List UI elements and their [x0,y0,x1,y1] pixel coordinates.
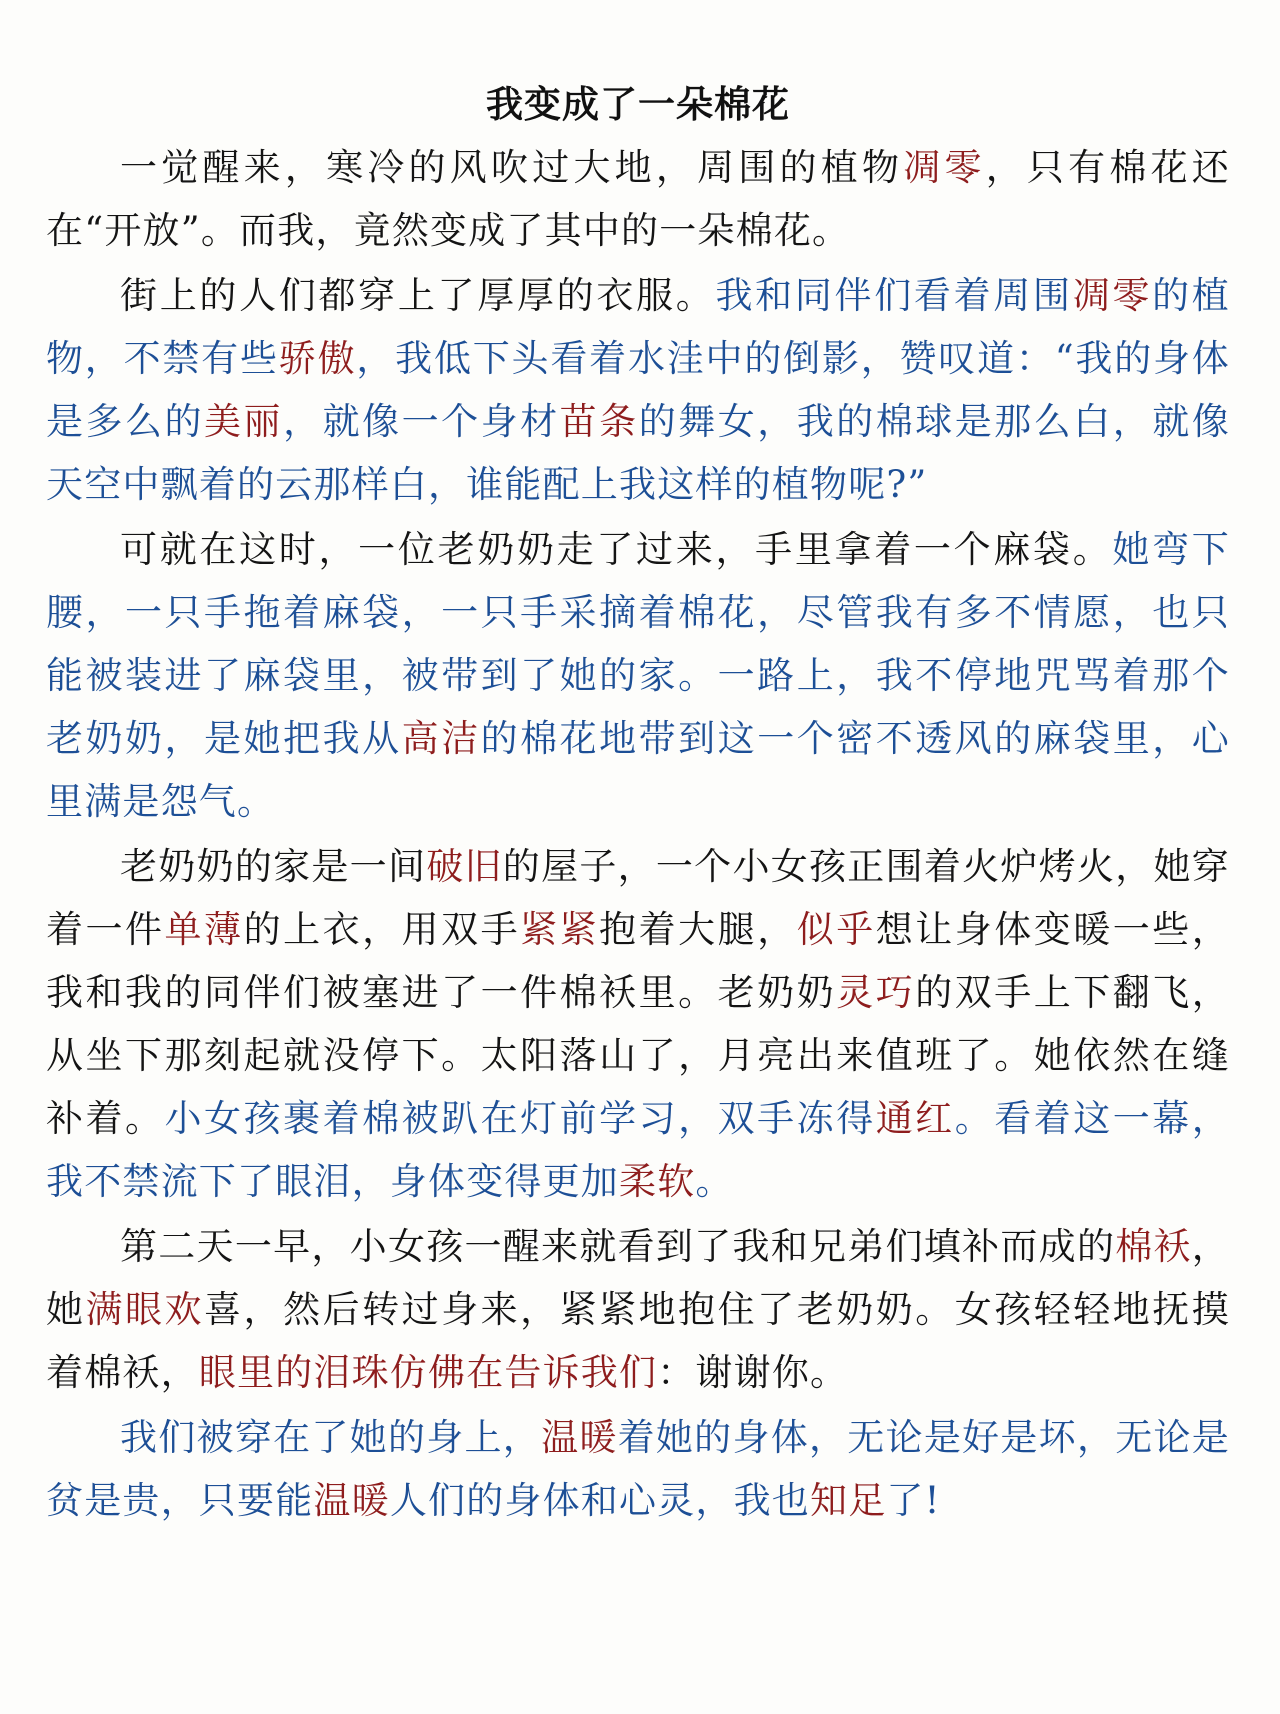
text-segment: ，只有棉花还在“开放”。而我，竟然变成了其中的一朵棉花。 [46,146,1230,252]
text-segment: 第二天一早，小女孩一醒来就看到了我和兄弟们填补而成的 [120,1225,1116,1268]
text-segment: 的舞女，我的棉球是那么白，就像天空中飘着的云那样白，谁能配上我这样的植物呢?” [46,400,1231,506]
paragraph-3 [46,518,1230,833]
text-segment: 的上衣，用双手 [243,908,521,951]
text-segment: 的植物，不禁有些 [46,274,1230,380]
text-segment: 温暖 [541,1416,618,1459]
text-segment: 凋零 [903,146,986,189]
text-segment: 紧紧 [520,908,600,951]
text-segment: 小女孩裹着棉被趴在灯前学习，双手冻得 [164,1097,876,1140]
text-segment: 老奶奶的家是一间 [120,845,427,888]
essay-title: 我变成了一朵棉花 [486,82,790,126]
text-segment: 的屋子，一个小女孩正围着火炉烤火，她穿着一件 [46,845,1230,951]
text-segment: 街上的人们都穿上了厚厚的衣服。 [120,274,716,317]
text-segment: 满眼欢 [85,1288,205,1331]
text-segment: 了! [886,1479,941,1522]
text-segment: 苗条 [559,400,639,443]
text-segment: 我们被穿在了她的身上， [120,1416,542,1459]
text-segment: ，就像一个身材 [283,400,560,443]
text-segment: 棉袄 [1115,1225,1192,1268]
text-segment: 似乎 [796,908,876,951]
text-segment: 通红 [875,1097,955,1140]
text-segment: 喜，然后转过身来，紧紧地抱住了老奶奶。女孩轻轻地抚摸着棉袄， [46,1288,1230,1394]
paragraph-4 [46,835,1230,1213]
text-segment: 想让身体变暖一些，我和我的同伴们被塞进了一件棉袄里。老奶奶 [46,908,1231,1014]
text-segment: 。 [695,1160,734,1203]
paragraph-2 [46,264,1230,516]
text-segment: 的棉花地带到这一个密不透风的麻袋里，心里满是怨气。 [46,717,1230,823]
text-segment: ，她 [46,1225,1230,1331]
text-segment: 人们的身体和心灵，我也 [389,1479,811,1522]
text-segment: 单薄 [164,908,244,951]
text-segment: 一觉醒来，寒冷的风吹过大地，周围的植物 [120,146,904,189]
text-segment: 着她的身体，无论是好是坏，无论是贫是贵，只要能 [46,1416,1230,1522]
essay-body [46,136,1230,1532]
text-segment: 凋零 [1072,274,1153,317]
paragraph-5 [46,1215,1230,1404]
text-segment: 高洁 [401,717,481,760]
text-segment: 。看着这一幕，我不禁流下了眼泪，身体变得更加 [46,1097,1230,1203]
text-segment: 她弯下腰，一只手拖着麻袋，一只手采摘着棉花，尽管我有多不情愿，也只能被装进了麻袋里，被带到了她的家。一路上，我不停地咒骂着那个老奶奶，是她把我从 [46,528,1230,760]
text-segment: 美丽 [204,400,284,443]
text-segment: 温暖 [313,1479,390,1522]
paragraph-6 [46,1406,1230,1532]
text-segment: 的双手上下翻飞，从坐下那刻起就没停下。太阳落山了，月亮出来值班了。她依然在缝补着。 [46,971,1231,1140]
paragraph-1 [46,136,1230,262]
text-segment: 破旧 [426,845,503,888]
text-segment: ：谢谢你。 [657,1351,849,1394]
text-segment: 柔软 [619,1160,696,1203]
text-segment: 知足 [810,1479,887,1522]
text-segment: 灵巧 [836,971,916,1014]
text-segment: 可就在这时，一位老奶奶走了过来，手里拿着一个麻袋。 [120,528,1113,571]
text-segment: 我和同伴们看着周围 [715,274,1073,317]
text-segment: ，我低下头看着水洼中的倒影，赞叹道：“我的身体是多么的 [46,337,1230,443]
text-segment: 骄傲 [278,337,357,380]
text-segment: 眼里的泪珠仿佛在告诉我们 [198,1351,658,1394]
text-segment: 抱着大腿， [599,908,797,951]
